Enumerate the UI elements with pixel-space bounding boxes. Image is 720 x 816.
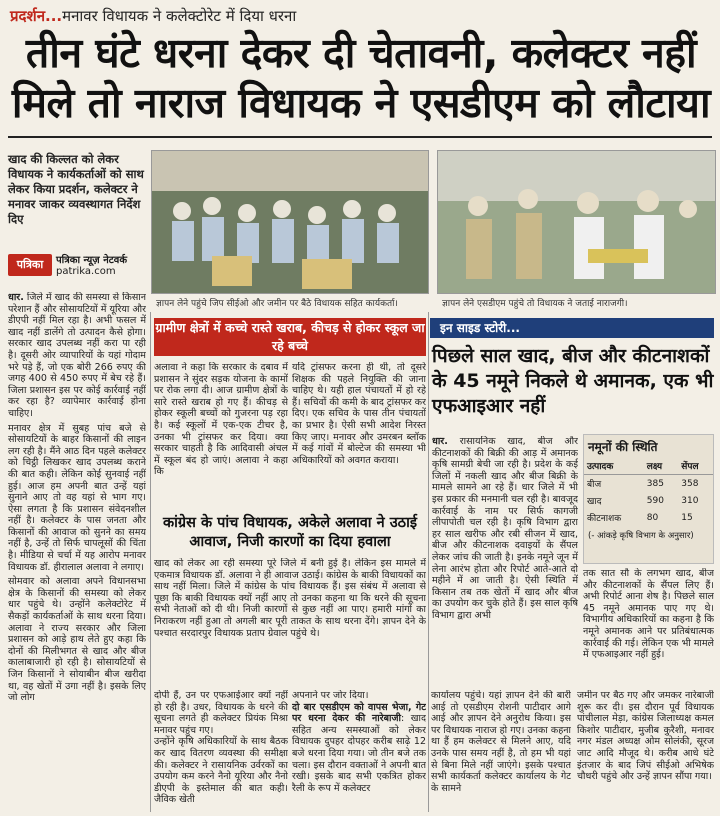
headline-line-1: तीन घंटे धरना देकर दी चेतावनी, कलेक्टर नहीं xyxy=(25,29,697,77)
col1-para-2: मनावर क्षेत्र में सुबह पांच बजे से सोसायटियों के बाहर किसानों की लाइन लग रही है। मैंने आठ दिन पहले कलेक्टर को चिट्ठी लिखकर खाद उपलब्ध कराने की बात कही। लेकिन कोई सुनवाई नहीं हुई। आज हम अपनी बात उन्हें यहां सुनाने आए तो वह यहां से भाग गए। ऐसा लगता है कि प्रशासन संवेदनशील नहीं है। कलेक्टर के पास जनता और किसानों की आवाज को सुनने का समय नहीं है, उन्हें तो सिर्फ चापलूसों की चिंता है। मीडिया से चर्चा में यह आरोप मनावर विधायक डॉ. हीरालाल अलावा ने लगाए। xyxy=(8,422,146,573)
inside-story-text xyxy=(432,436,578,686)
table-cell: 80 xyxy=(646,512,659,523)
table-header-row xyxy=(584,457,713,475)
column-divider xyxy=(428,312,429,812)
summary-text: खाद की किल्लत को लेकर विधायक ने कार्यकर्ताओं को साथ लेकर किया प्रदर्शन, कलेक्टर ने मनावर जाकर व्यवस्थागत निर्देश दिए xyxy=(8,152,144,226)
table-cell: खाद xyxy=(587,497,602,507)
rural-text-1: अलावा ने कहा कि सरकार के दबाव में प्रशासन ने सुंदर सड़क योजना के कामों पर रोक लगा दी। आज ग्रामीण क्षेत्रों के सारे रास्ते खराब हो गए हैं। कीचड़ से होकर स्कूली बच्चों को गुजरना पड़ रहा है। कई स्कूलों में एक-एक टीचर है, उनका भी ट्रांसफर कर दिया। क्या सरकार चाहती है कि आदिवासी अंचल में स्कूल बंद हो जाएं। अलावा ने कहा कि xyxy=(154,362,288,478)
brand-name: पत्रिका न्यूज़ नेटवर्क xyxy=(56,255,128,266)
dateline: धार. xyxy=(8,292,24,303)
inside-text-2: तक सात सौ के लगभग खाद, बीज और कीटनाशकों के सैंपल लिए हैं। अभी रिपोर्ट आना शेष है। पिछले साल 45 नमूने अमानक पाए गए थे। विभागीय अधिकारियों का कहना है कि नमूने अमानक आने पर प्रतिबंधात्मक कार्रवाई की गई। लेकिन एक भी मामले में एफआइआर नहीं हुई। xyxy=(583,568,714,661)
bottom-column-1 xyxy=(154,690,288,812)
kicker-text: मनावर विधायक ने कलेक्टोरेट में दिया धरना xyxy=(62,7,297,25)
bottom-text-4: कार्यालय पहुंचे। यहां ज्ञापन देने की बारी आई तो एसडीएम रोशनी पाटीदार आगे आई और ज्ञापन देने अनुरोध किया। इस पर विधायक नाराज हो गए। उनका कहना था हैं हम कलेक्टर से मिलने आए, यदि उनके पास समय नहीं है, तो हम भी यहां से बिना मिले नहीं जाएंगे। इसके पश्चात सभी कार्यकर्ता कलेक्टर कार्यालय के गेट के सामने xyxy=(431,690,571,794)
rural-text-2: यदि ट्रांसफर करना ही थी, तो दूसरे शिक्षक की पहले नियुक्ति की जाना चाहिए थे। यही हाल पंचायतों में हो रहे हैं। सचिवों की कमी के बाद ट्रांसफर कर दिए। एक सचिव के पास तीन पंचायतों का प्रभार है। ऐसी सभी आदेश निरस्त किए जाए। मनावर और उमरबन ब्लॉक में कई गांवों में बोल्टेज की समस्या भी अधिकारियों को अवगत कराया। xyxy=(292,362,426,466)
table-cell: कीटनाशक xyxy=(587,514,622,524)
bottom-text-5: जमीन पर बैठ गए और जमकर नारेबाजी शुरू कर दी। इस दौरान पूर्व विधायक पांचीलाल मेड़ा, कांग्रेस जिलाध्यक्ष कमल किशोर पाटीदार, मुजीब कुरैशी, मनावर नगर मंडल अध्यक्ष ओम सोलंकी, सूरज जाट आदि मौजूद थे। करीब आधे घंटे इंतजार के बाद जिपं सीईओ अभिषेक चौधरी पहुंचे और उन्हें ज्ञापन सौंपा गया। xyxy=(577,690,714,783)
inside-dateline: धार. xyxy=(432,436,448,447)
sdm-subhead: दो बार एसडीएम को वापस भेजा, गेट पर धरना देकर की नारेबाजी xyxy=(292,701,426,725)
sdm-text: : खाद सहित अन्य समस्याओं को लेकर विधायक दुपहर दोपहर करीब साढ़े 12 बजे धरना दिया गया। जो तीन बजे तक चला। इस दौरान वक्ताओं ने अपनी बात रखी। इसके बाद सभी एकत्रित होकर रैली के रूप में कलेक्टर xyxy=(292,713,426,794)
congress-subhead: कांग्रेस के पांच विधायक, अकेले अलावा ने उठाई आवाज, निजी कारणों का दिया हवाला xyxy=(163,515,417,550)
inside-story-headline: पिछले साल खाद, बीज और कीटनाशकों के 45 नमूने निकले थे अमानक, एक भी एफआइआर नहीं xyxy=(432,345,714,417)
bottom-column-2 xyxy=(292,690,426,812)
table-header: लक्ष्य xyxy=(644,457,679,475)
table-cell: 15 xyxy=(681,512,693,523)
table-header: उत्पादक xyxy=(584,457,644,475)
column-divider xyxy=(150,312,151,812)
bottom-text-1: दोपी हैं, उन पर एफआईआर क्यों नहीं हो रही है। उधर, विधायक के धरने की सूचना लगते ही कलेक्टर प्रियंक मिश्रा मनावर पहुंच गए। xyxy=(154,690,288,736)
bottom-text-2: उन्होंने कृषि अधिकारियों के साथ बैठक कर खाद वितरण व्यवस्था की समीक्षा की। कलेक्टर ने रासायनिक उर्वरकों का उपयोग कम करने नैनो यूरिया और नैनो डीएपी के इस्तेमाल की बात कही। जैविक खेती xyxy=(154,736,288,806)
table-cell: 310 xyxy=(681,495,699,506)
col1-para-1: जिले में खाद की समस्या से किसान परेशान हैं और सोसायटियों में यूरिया और डीएपी नहीं मिल रहा है। अभी फसल में खाद नहीं डालेंगे तो उत्पादन कैसे होगा। सरकार खाद उपलब्ध नहीं करा पा रही है। दूसरी ओर व्यापारियों के यहां गोदाम भरे पड़े हैं, जो एक बोरी 266 रुपए की जगह 400 से 450 रुपए में बेच रहे हैं। जिला प्रशासन इस पर कोई कार्रवाई नहीं कर रहा है? व्यापेमार कार्रवाई होना चाहिए। xyxy=(8,292,146,419)
samples-table-box xyxy=(583,434,714,564)
table-cell: 385 xyxy=(646,478,664,489)
brand-block xyxy=(8,250,146,280)
right-photo-caption: ज्ञापन लेने एसडीएम पहुंचे तो विधायक ने जताई नाराजगी। xyxy=(442,299,628,309)
kicker-tag: प्रदर्शन... xyxy=(10,7,63,25)
inside-story-bar: इन साइड स्टोरी... xyxy=(430,318,714,338)
samples-table-title: नमूनों की स्थिति xyxy=(588,440,658,454)
table-cell: बीज xyxy=(587,480,602,490)
table-cell: 358 xyxy=(681,478,699,489)
table-cell: 590 xyxy=(646,495,664,506)
kicker xyxy=(10,6,296,26)
protest-photo-left xyxy=(151,150,429,294)
table-row xyxy=(584,509,713,526)
bottom-text-3: अपनाने पर जोर दिया। xyxy=(292,690,369,701)
inside-text-1: रासायनिक खाद, बीज और कीटनाशकों की बिक्री की आड़ में अमानक कृषि सामग्री बेची जा रही है। प्रदेश के कई जिलों में नकली खाद और बीज बिक्री के मामले सामने आ रहे हैं। धार जिले में भी इस प्रकार की मनमानी चल रही है। बावजूद कार्रवाई के नाम पर सिर्फ कागजी लीपापोती चल रही है। कृषि विभाग द्वारा हर साल खरीफ और रबी सीजन में खाद, बीज और कीटनाशक दवाइयों के सैंपल लेकर जांच की जाती है। इनके नमूने जून में लेना आरंभ होता और रिपोर्ट आते-आते दो महीने में आ जाती है। ऐसी स्थिति में किसान तब तक खेतों में खाद और बीज का उपयोग कर चुके होते हैं। इस साल कृषि विभाग द्वारा अभी xyxy=(432,436,578,621)
table-header: सेंपल xyxy=(678,457,713,475)
divider xyxy=(8,136,712,138)
story-column-1 xyxy=(8,292,146,812)
samples-table xyxy=(584,457,713,526)
protest-photo-right xyxy=(437,150,716,294)
table-row xyxy=(584,492,713,509)
headline-line-2: मिले तो नाराज विधायक ने एसडीएम को लौटाया xyxy=(11,79,711,127)
brand-logo: पत्रिका xyxy=(8,254,52,276)
left-photo-caption: ज्ञापन लेने पहुंचे जिप सीईओ और जमीन पर बैठे विधायक सहित कार्यकर्ता। xyxy=(156,299,398,309)
brand-site: patrika.com xyxy=(56,266,116,277)
table-row xyxy=(584,475,713,493)
main-headline xyxy=(8,28,714,128)
col1-para-3: सोमवार को अलावा अपने विधानसभा क्षेत्र के किसानों की समस्या को लेकर धार पहुंचे थे। उन्होंने कलेक्टोरेट में सैकड़ों कार्यकर्ताओं के साथ धरना दिया। अलावा ने राज्य सरकार और जिला प्रशासन को आड़े हाथ लेते हुए कहा कि दोनों की मिलीभगत से खाद और बीज कालाबाजारी हो रही है। सोसायटियों से जिन किसानों ने सोयाबीन बीज खरीदा था, वह खेतों में उगा नहीं है। इसके लिए जो लोग xyxy=(8,576,146,704)
congress-text: खाद को लेकर आ रही समस्या पूरे जिले में बनी हुई है। लेकिन इस मामले में एकमात्र विधायक डॉ. अलावा ने ही आवाज उठाई। कांग्रेस के बाकी विधायकों का साथ नहीं मिला। जिले में कांग्रेस के पांच विधायक हैं। इस संबंध में अलावा से पूछा कि बाकी विधायक क्यों नहीं आए तो उनका कहना था कि धरने की सूचना सभी नेताओं को दी थी। निजी कारणों से कुछ नहीं आ पाए। हमारी मांगों का निराकरण नहीं हुआ तो अगली बार पूरी ताकत के साथ धरना देंगे। ज्ञापन देने के पश्चात सरदारपुर विधायक प्रताप ग्रेवाल पहुंचे थे। xyxy=(154,558,426,639)
table-note: (- आंकड़े कृषि विभाग के अनुसार) xyxy=(588,531,694,541)
rural-banner: ग्रामीण क्षेत्रों में कच्चे रास्ते खराब, कीचड़ से होकर स्कूल जा रहे बच्चे xyxy=(154,318,426,356)
